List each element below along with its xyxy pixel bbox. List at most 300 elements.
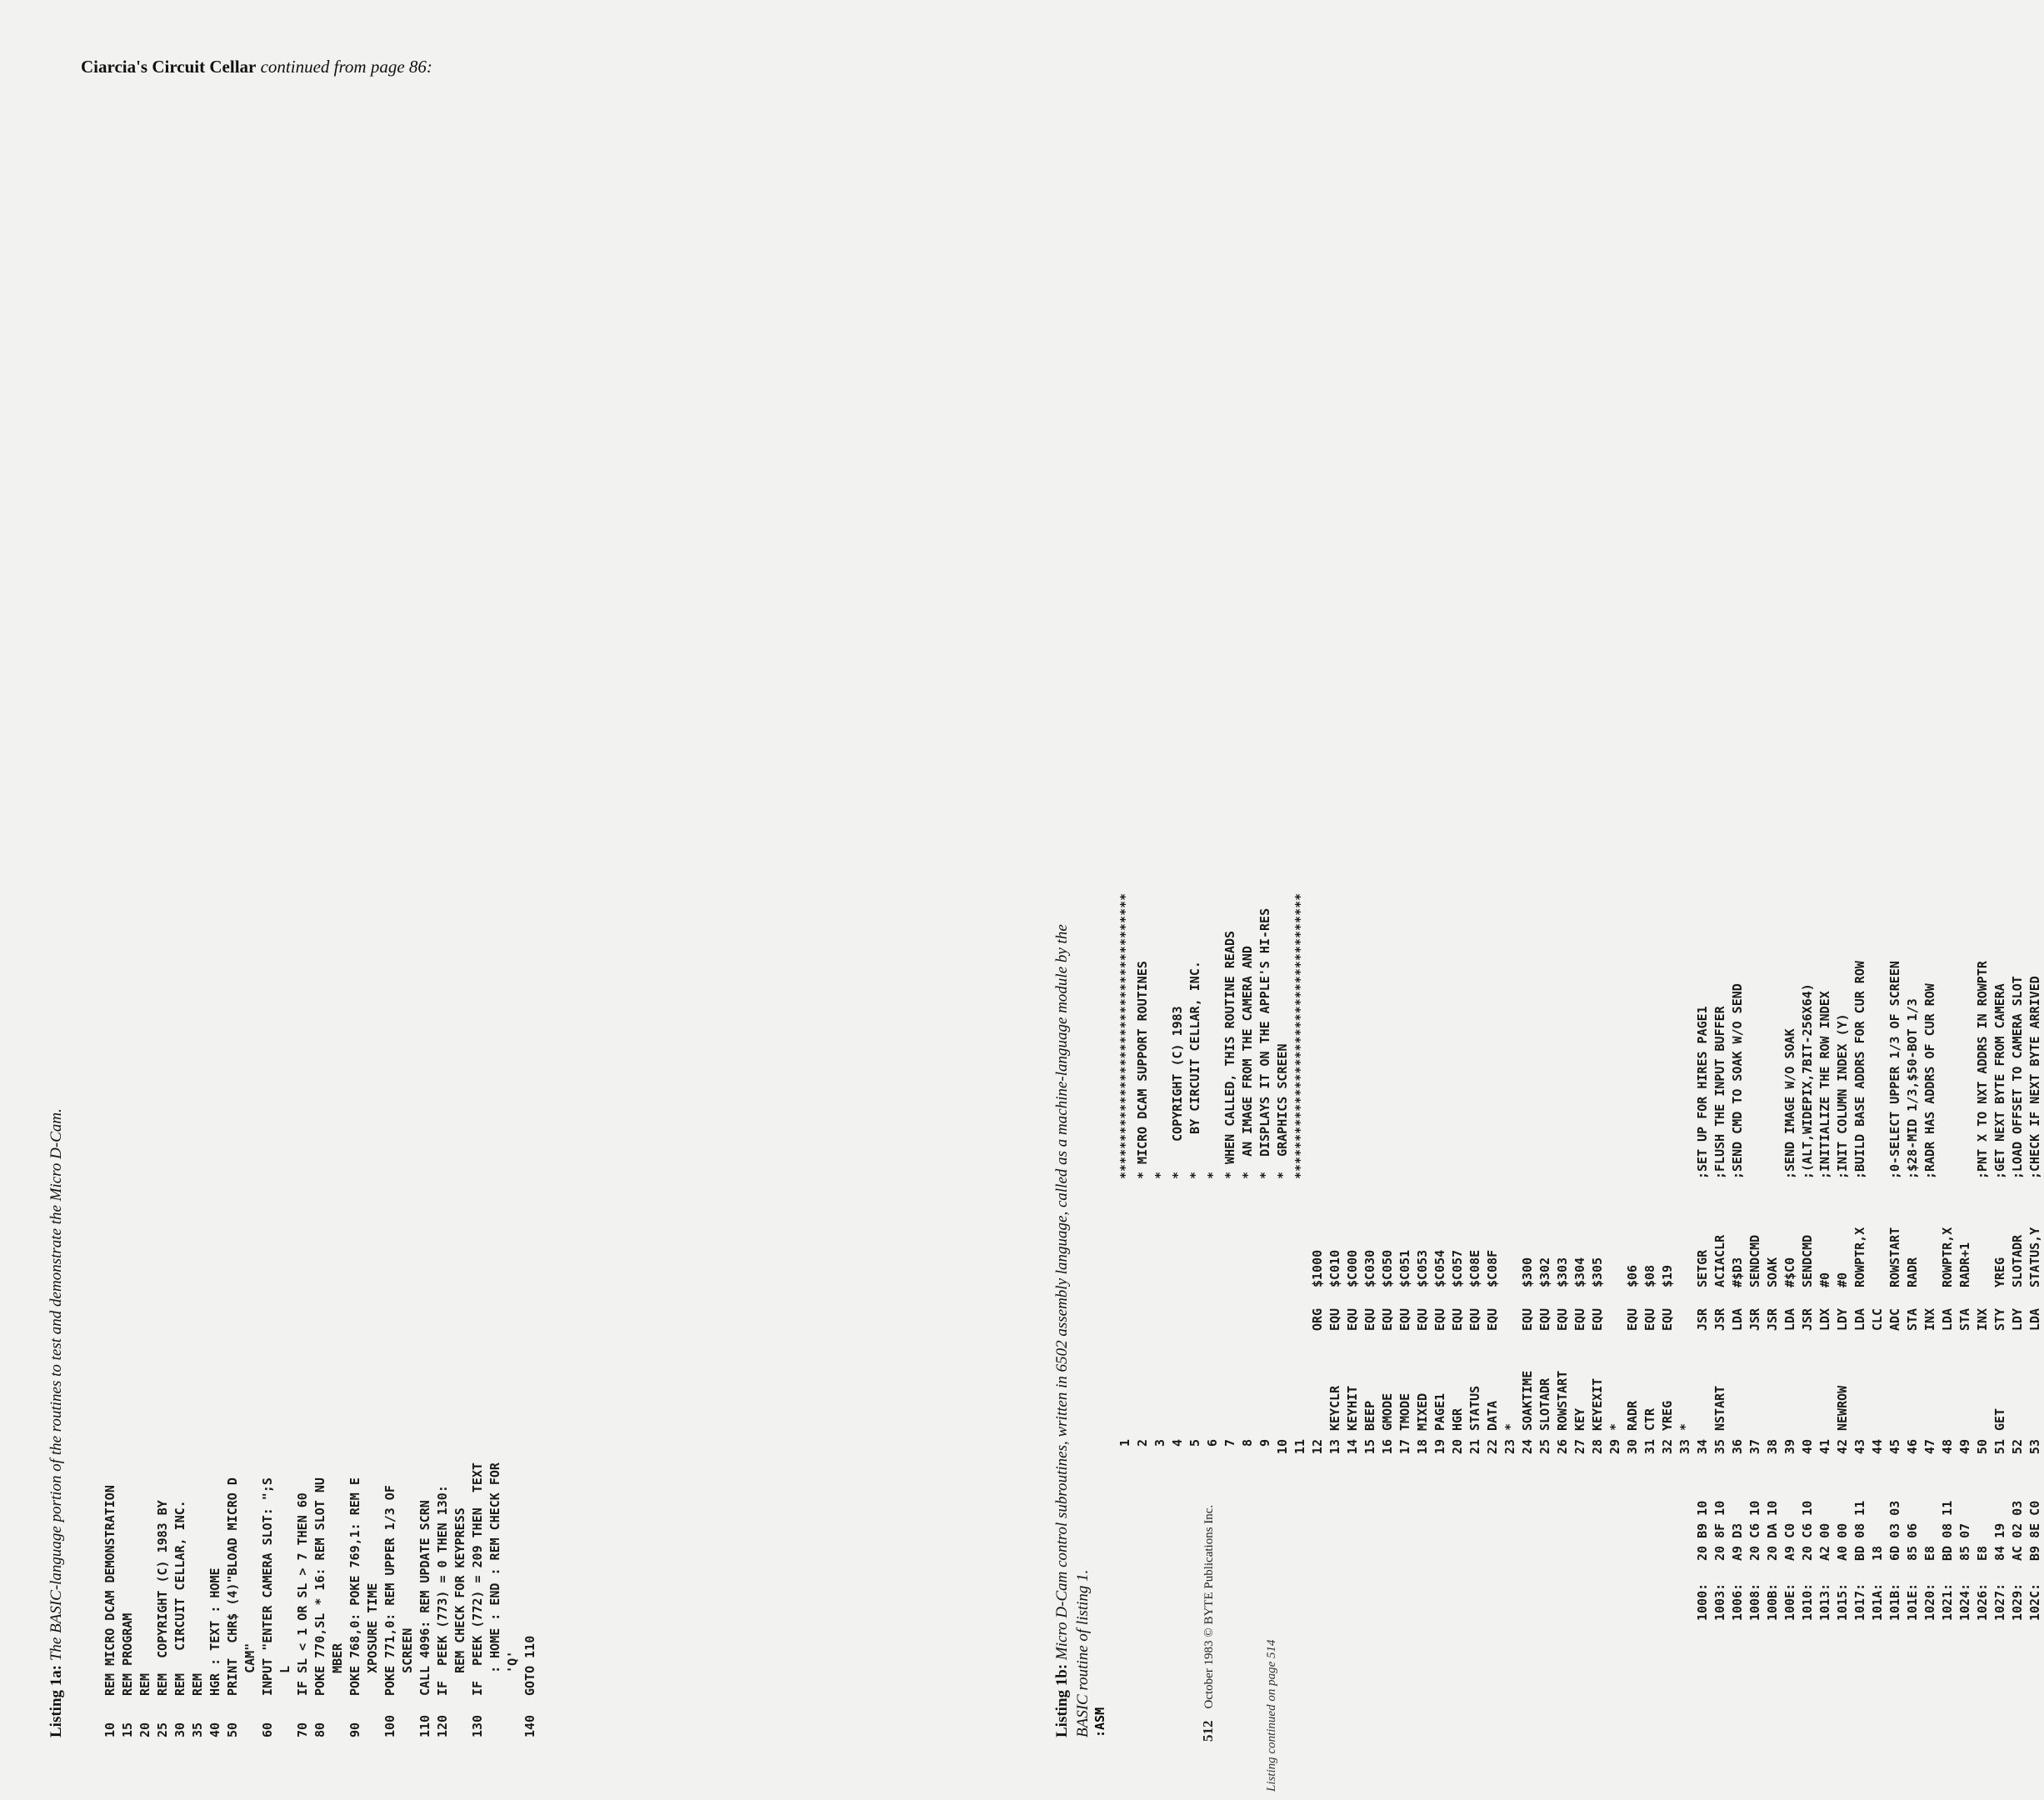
asm-operand: $C08E bbox=[1467, 1249, 1482, 1288]
asm-comment: * AN IMAGE FROM THE CAMERA AND bbox=[1240, 946, 1255, 1179]
basic-line bbox=[172, 1262, 189, 1738]
asm-bytes: B9 8E C0 bbox=[2027, 1500, 2042, 1561]
asm-opcode: STY bbox=[1992, 1308, 2007, 1331]
basic-line-number: 70 bbox=[295, 1722, 310, 1738]
asm-label-field: TMODE bbox=[1397, 1392, 1412, 1431]
asm-line-number: 52 bbox=[2010, 1439, 2025, 1455]
asm-opcode: EQU bbox=[1590, 1308, 1605, 1331]
asm-line bbox=[1379, 821, 1397, 1621]
asm-comment: ;LOAD OFFSET TO CAMERA SLOT bbox=[2010, 976, 2025, 1179]
asm-line-number: 14 bbox=[1345, 1439, 1360, 1455]
asm-address: 101E: bbox=[1905, 1582, 1920, 1621]
basic-line-text: IF PEEK (773) = 0 THEN 130: bbox=[435, 1485, 450, 1696]
asm-operand: $C053 bbox=[1415, 1249, 1430, 1288]
basic-line-text: L bbox=[277, 1665, 292, 1696]
asm-bytes: 20 B9 10 bbox=[1695, 1500, 1710, 1561]
asm-line-number: 43 bbox=[1852, 1439, 1867, 1455]
asm-address: 101B: bbox=[1887, 1582, 1902, 1621]
asm-operand: #0 bbox=[1835, 1272, 1850, 1288]
asm-comment: ************************************** bbox=[1292, 892, 1307, 1179]
asm-line-number: 31 bbox=[1642, 1439, 1657, 1455]
asm-comment: ;(ALT,WIDEPIX,7BIT-256X64) bbox=[1800, 983, 1815, 1179]
asm-label-field: HGR bbox=[1450, 1408, 1465, 1431]
asm-address: 1010: bbox=[1800, 1582, 1815, 1621]
asm-opcode: LDA bbox=[2027, 1308, 2042, 1331]
basic-line-number: 35 bbox=[190, 1722, 205, 1738]
asm-operand: $C057 bbox=[1450, 1249, 1465, 1288]
asm-address: 1008: bbox=[1747, 1582, 1762, 1621]
asm-address: 101A: bbox=[1870, 1582, 1885, 1621]
asm-comment: ;PNT X TO NXT ADDRS IN ROWPTR bbox=[1975, 961, 1990, 1179]
asm-opcode: JSR bbox=[1747, 1308, 1762, 1331]
asm-line-number: 42 bbox=[1835, 1439, 1850, 1455]
asm-opcode: LDY bbox=[1835, 1308, 1850, 1331]
asm-line bbox=[1817, 821, 1834, 1621]
asm-label-field: BEEP bbox=[1362, 1400, 1377, 1431]
asm-opcode: JSR bbox=[1712, 1308, 1727, 1331]
asm-line bbox=[1257, 821, 1274, 1621]
asm-line-number: 26 bbox=[1555, 1439, 1570, 1455]
asm-comment: ;$28-MID 1/3,$50-BOT 1/3 bbox=[1905, 998, 1920, 1179]
basic-line bbox=[102, 1262, 119, 1738]
basic-line-text: POKE 771,0: REM UPPER 1/3 OF bbox=[382, 1485, 397, 1696]
asm-bytes: 18 bbox=[1870, 1545, 1885, 1561]
asm-line-number: 25 bbox=[1537, 1439, 1552, 1455]
asm-address: 1013: bbox=[1817, 1582, 1832, 1621]
basic-line bbox=[417, 1262, 434, 1738]
asm-line-number: 20 bbox=[1450, 1439, 1465, 1455]
asm-operand: $C010 bbox=[1327, 1249, 1342, 1288]
asm-opcode: EQU bbox=[1345, 1308, 1360, 1331]
asm-line-number: 10 bbox=[1275, 1439, 1290, 1455]
basic-line bbox=[242, 1262, 259, 1738]
asm-operand: $302 bbox=[1537, 1257, 1552, 1288]
asm-line-number: 32 bbox=[1660, 1439, 1675, 1455]
listing-continued-note: Listing continued on page 514 bbox=[1265, 1639, 1278, 1792]
asm-bytes: BD 08 11 bbox=[1852, 1500, 1867, 1561]
asm-address: 1003: bbox=[1712, 1582, 1727, 1621]
asm-line-number: 6 bbox=[1205, 1439, 1220, 1448]
asm-line-number: 38 bbox=[1765, 1439, 1780, 1455]
asm-bytes: 20 8F 10 bbox=[1712, 1500, 1727, 1561]
basic-line bbox=[294, 1262, 312, 1738]
asm-label-field: GET bbox=[1992, 1408, 2007, 1431]
asm-label-field: PAGE1 bbox=[1432, 1392, 1447, 1431]
asm-opcode: LDA bbox=[1730, 1308, 1745, 1331]
asm-line bbox=[1869, 821, 1887, 1621]
asm-line bbox=[1222, 821, 1239, 1621]
asm-label-field: DATA bbox=[1485, 1400, 1500, 1431]
basic-line-number: 25 bbox=[155, 1722, 170, 1738]
basic-line-text: HGR : TEXT : HOME bbox=[207, 1568, 222, 1696]
asm-line bbox=[2027, 821, 2044, 1621]
asm-operand: $305 bbox=[1590, 1257, 1605, 1288]
asm-comment: * DISPLAYS IT ON THE APPLE'S HI-RES bbox=[1257, 908, 1272, 1179]
asm-line-number: 15 bbox=[1362, 1439, 1377, 1455]
asm-line bbox=[1747, 821, 1764, 1621]
asm-line bbox=[1292, 821, 1309, 1621]
basic-line bbox=[452, 1262, 469, 1738]
asm-bytes: E8 bbox=[1922, 1545, 1937, 1561]
asm-address: 1017: bbox=[1852, 1582, 1867, 1621]
asm-operand: $C051 bbox=[1397, 1249, 1412, 1288]
basic-line-text: INPUT "ENTER CAMERA SLOT: ";S bbox=[260, 1478, 275, 1696]
basic-line-text: CAM" bbox=[242, 1642, 257, 1696]
basic-line-number: 80 bbox=[312, 1722, 327, 1738]
asm-comment: ;SEND CMD TO SOAK W/O SEND bbox=[1730, 983, 1745, 1179]
basic-line-text: GOTO 110 bbox=[522, 1635, 537, 1696]
asm-line-number: 16 bbox=[1380, 1439, 1395, 1455]
asm-line bbox=[1327, 821, 1344, 1621]
asm-operand: YREG bbox=[1992, 1257, 2007, 1288]
asm-bytes: 6D 03 03 bbox=[1887, 1500, 1902, 1561]
asm-address: 1020: bbox=[1922, 1582, 1937, 1621]
asm-label-field: KEY bbox=[1572, 1408, 1587, 1431]
asm-line-number: 17 bbox=[1397, 1439, 1412, 1455]
asm-comment: ************************************** bbox=[1117, 892, 1132, 1179]
asm-label-field: STATUS bbox=[1467, 1385, 1482, 1431]
asm-bytes: 85 07 bbox=[1957, 1522, 1972, 1561]
asm-operand: ACIACLR bbox=[1712, 1234, 1727, 1288]
asm-operand: $304 bbox=[1572, 1257, 1587, 1288]
asm-comment: * bbox=[1205, 1171, 1220, 1179]
basic-line bbox=[364, 1262, 382, 1738]
asm-line-number: 35 bbox=[1712, 1439, 1727, 1455]
basic-line-text: IF PEEK (772) = 209 THEN TEXT bbox=[470, 1462, 485, 1696]
asm-line-number: 30 bbox=[1625, 1439, 1640, 1455]
footer-text: October 1983 © BYTE Publications Inc. bbox=[1202, 1504, 1216, 1709]
basic-line-text: MBER bbox=[330, 1642, 345, 1696]
asm-line-number: 19 bbox=[1432, 1439, 1447, 1455]
asm-operand: #$C0 bbox=[1782, 1257, 1797, 1288]
asm-line bbox=[1642, 821, 1659, 1621]
asm-opcode: EQU bbox=[1450, 1308, 1465, 1331]
asm-comment: ;SEND IMAGE W/O SOAK bbox=[1782, 1028, 1797, 1179]
asm-line-number: 11 bbox=[1292, 1439, 1307, 1455]
asm-operand: $C054 bbox=[1432, 1249, 1447, 1288]
asm-line bbox=[1939, 821, 1957, 1621]
asm-opcode: ADC bbox=[1887, 1308, 1902, 1331]
basic-line bbox=[399, 1262, 417, 1738]
asm-comment: * BY CIRCUIT CELLAR, INC. bbox=[1187, 961, 1202, 1179]
asm-line bbox=[1974, 821, 1992, 1621]
asm-address: 1006: bbox=[1730, 1582, 1745, 1621]
basic-line-text: REM CHECK FOR KEYPRESS bbox=[452, 1508, 467, 1696]
basic-line-number: 60 bbox=[260, 1722, 275, 1738]
asm-line-number: 1 bbox=[1117, 1439, 1132, 1448]
basic-line-number: 40 bbox=[207, 1722, 222, 1738]
asm-operand: STATUS,Y bbox=[2027, 1227, 2042, 1288]
asm-line-number: 39 bbox=[1782, 1439, 1797, 1455]
basic-line bbox=[434, 1262, 452, 1738]
asm-line-number: 29 bbox=[1607, 1439, 1622, 1455]
basic-line-number: 10 bbox=[102, 1722, 117, 1738]
asm-line-number: 28 bbox=[1590, 1439, 1605, 1455]
basic-line-number: 50 bbox=[225, 1722, 240, 1738]
asm-label-field: ROWSTART bbox=[1555, 1370, 1570, 1431]
basic-line-number: 120 bbox=[435, 1714, 450, 1738]
asm-line-number: 5 bbox=[1187, 1439, 1202, 1448]
basic-line-number: 130 bbox=[470, 1714, 485, 1738]
asm-comment: ;INIT COLUMN INDEX (Y) bbox=[1835, 1013, 1850, 1179]
asm-opcode: JSR bbox=[1695, 1308, 1710, 1331]
asm-line bbox=[1274, 821, 1292, 1621]
asm-address: 102C: bbox=[2027, 1582, 2042, 1621]
asm-opcode: LDA bbox=[1940, 1308, 1955, 1331]
asm-opcode: LDY bbox=[2010, 1308, 2025, 1331]
asm-operand: $C000 bbox=[1345, 1249, 1360, 1288]
asm-line bbox=[1117, 821, 1134, 1621]
asm-address: 1024: bbox=[1957, 1582, 1972, 1621]
asm-label-field: KEYEXIT bbox=[1590, 1378, 1605, 1431]
asm-line bbox=[1432, 821, 1449, 1621]
asm-line bbox=[1484, 821, 1502, 1621]
basic-line-number: 20 bbox=[137, 1722, 152, 1738]
asm-line-number: 49 bbox=[1957, 1439, 1972, 1455]
basic-line bbox=[119, 1262, 137, 1738]
asm-label-field: SLOTADR bbox=[1537, 1378, 1552, 1431]
basic-line bbox=[347, 1262, 364, 1738]
asm-label-field: RADR bbox=[1625, 1400, 1640, 1431]
asm-label-field: NEWROW bbox=[1835, 1385, 1850, 1431]
asm-opcode: EQU bbox=[1415, 1308, 1430, 1331]
asm-operand: ROWPTR,X bbox=[1940, 1227, 1955, 1288]
asm-operand: $19 bbox=[1660, 1264, 1675, 1288]
asm-line bbox=[1467, 821, 1484, 1621]
basic-line-number: 110 bbox=[417, 1714, 432, 1738]
asm-line-number: 34 bbox=[1695, 1439, 1710, 1455]
asm-label-field: GMODE bbox=[1380, 1392, 1395, 1431]
asm-operand: $300 bbox=[1520, 1257, 1535, 1288]
asm-line bbox=[1607, 821, 1624, 1621]
basic-line-number: 30 bbox=[172, 1722, 187, 1738]
asm-line-number: 23 bbox=[1502, 1439, 1517, 1455]
asm-label-field: YREG bbox=[1660, 1400, 1675, 1431]
basic-line-number: 140 bbox=[522, 1714, 537, 1738]
asm-line-number: 18 bbox=[1415, 1439, 1430, 1455]
asm-bytes: 20 C6 10 bbox=[1747, 1500, 1762, 1561]
basic-line bbox=[469, 1262, 487, 1738]
basic-line-text: : HOME : END : REM CHECK FOR bbox=[487, 1462, 502, 1696]
asm-label-field: * bbox=[1607, 1422, 1622, 1431]
asm-opcode: EQU bbox=[1537, 1308, 1552, 1331]
asm-bytes: BD 08 11 bbox=[1940, 1500, 1955, 1561]
asm-line-number: 22 bbox=[1485, 1439, 1500, 1455]
asm-comment: ;SET UP FOR HIRES PAGE1 bbox=[1695, 1006, 1710, 1179]
running-head: Ciarcia's Circuit Cellar continued from page 86: bbox=[81, 57, 432, 77]
asm-line-number: 27 bbox=[1572, 1439, 1587, 1455]
asm-line-number: 41 bbox=[1817, 1439, 1832, 1455]
basic-line-text: SCREEN bbox=[400, 1628, 415, 1696]
asm-opcode: EQU bbox=[1625, 1308, 1640, 1331]
asm-address: 1029: bbox=[2010, 1582, 2025, 1621]
asm-opcode: EQU bbox=[1362, 1308, 1377, 1331]
asm-operand: SOAK bbox=[1765, 1257, 1780, 1288]
basic-line bbox=[329, 1262, 347, 1738]
basic-line-text: PRINT CHR$ (4)"BLOAD MICRO D bbox=[225, 1478, 240, 1696]
asm-operand: SENDCMD bbox=[1747, 1234, 1762, 1288]
page-number: 512 bbox=[1200, 1720, 1216, 1742]
asm-address: 100B: bbox=[1765, 1582, 1780, 1621]
asm-label-field: NSTART bbox=[1712, 1385, 1727, 1431]
asm-comment: ;GET NEXT BYTE FROM CAMERA bbox=[1992, 983, 2007, 1179]
asm-opcode: EQU bbox=[1327, 1308, 1342, 1331]
asm-bytes: E8 bbox=[1975, 1545, 1990, 1561]
asm-opcode: JSR bbox=[1765, 1308, 1780, 1331]
asm-line bbox=[1887, 821, 1904, 1621]
asm-comment: ;CHECK IF NEXT BYTE ARRIVED bbox=[2027, 976, 2042, 1179]
asm-line-number: 36 bbox=[1730, 1439, 1745, 1455]
asm-bytes: A9 C0 bbox=[1782, 1522, 1797, 1561]
asm-line-number: 3 bbox=[1152, 1439, 1167, 1448]
basic-line-text: POKE 770,SL * 16: REM SLOT NU bbox=[312, 1478, 327, 1696]
basic-line bbox=[277, 1262, 294, 1738]
asm-line bbox=[1502, 821, 1519, 1621]
basic-line bbox=[312, 1262, 329, 1738]
asm-opcode: EQU bbox=[1380, 1308, 1395, 1331]
asm-label-field: KEYCLR bbox=[1327, 1385, 1342, 1431]
asm-line bbox=[1852, 821, 1869, 1621]
basic-line bbox=[189, 1262, 207, 1738]
asm-line-number: 21 bbox=[1467, 1439, 1482, 1455]
asm-operand: $C08F bbox=[1485, 1249, 1500, 1288]
basic-line bbox=[137, 1262, 154, 1738]
basic-line-text: IF SL < 1 OR SL > 7 THEN 60 bbox=[295, 1492, 310, 1696]
asm-line bbox=[1187, 821, 1204, 1621]
basic-line-text: 'Q' bbox=[505, 1650, 520, 1696]
basic-line bbox=[259, 1262, 277, 1738]
asm-line bbox=[1992, 821, 2009, 1621]
asm-label-field: MIXED bbox=[1415, 1392, 1430, 1431]
basic-line-text: REM COPYRIGHT (C) 1983 BY bbox=[155, 1500, 170, 1696]
asm-line-number: 44 bbox=[1870, 1439, 1885, 1455]
asm-operand: ROWSTART bbox=[1887, 1227, 1902, 1288]
asm-opcode: EQU bbox=[1642, 1308, 1657, 1331]
asm-address: 1027: bbox=[1992, 1582, 2007, 1621]
asm-address: 100E: bbox=[1782, 1582, 1797, 1621]
basic-line-text: REM CIRCUIT CELLAR, INC. bbox=[172, 1500, 187, 1696]
asm-line bbox=[2009, 821, 2027, 1621]
asm-line-number: 2 bbox=[1135, 1439, 1150, 1448]
asm-opcode: LDA bbox=[1852, 1308, 1867, 1331]
asm-label-field: SOAKTIME bbox=[1520, 1370, 1535, 1431]
asm-opcode: CLC bbox=[1870, 1308, 1885, 1331]
asm-opcode: STA bbox=[1957, 1308, 1972, 1331]
asm-opcode: EQU bbox=[1485, 1308, 1500, 1331]
asm-line-number: 24 bbox=[1520, 1439, 1535, 1455]
asm-line bbox=[1169, 821, 1187, 1621]
asm-operand: $06 bbox=[1625, 1264, 1640, 1288]
asm-operand: RADR bbox=[1905, 1257, 1920, 1288]
asm-comment: ;INITIALIZE THE ROW INDEX bbox=[1817, 991, 1832, 1179]
asm-line bbox=[1922, 821, 1939, 1621]
asm-opcode: EQU bbox=[1467, 1308, 1482, 1331]
asm-line bbox=[1397, 821, 1414, 1621]
asm-line bbox=[1449, 821, 1467, 1621]
basic-line-text: XPOSURE TIME bbox=[365, 1582, 380, 1696]
listing-1b-caption: Listing 1b: Micro D-Cam control subroutines, written in 6502 assembly language, called as a machine-language module by the BASIC routine of listing 1. bbox=[1053, 924, 1092, 1738]
basic-line bbox=[522, 1262, 539, 1738]
asm-operand: $303 bbox=[1555, 1257, 1570, 1288]
asm-line bbox=[1414, 821, 1432, 1621]
asm-comment: ;RADR HAS ADDRS OF CUR ROW bbox=[1922, 983, 1937, 1179]
asm-line bbox=[1152, 821, 1169, 1621]
asm-comment: ;BUILD BASE ADDRS FOR CUR ROW bbox=[1852, 961, 1867, 1179]
asm-label-field: * bbox=[1677, 1422, 1692, 1431]
asm-line bbox=[1712, 821, 1729, 1621]
asm-line-number: 12 bbox=[1310, 1439, 1325, 1455]
asm-line bbox=[1537, 821, 1554, 1621]
listing-1a-caption: Listing 1a: The BASIC-language portion of the routines to test and demonstrate the Micro D-Cam. bbox=[47, 1108, 65, 1738]
asm-line-number: 37 bbox=[1747, 1439, 1762, 1455]
asm-address: 1021: bbox=[1940, 1582, 1955, 1621]
asm-operand: ROWPTR,X bbox=[1852, 1227, 1867, 1288]
asm-line-number: 33 bbox=[1677, 1439, 1692, 1455]
asm-operand: $1000 bbox=[1310, 1249, 1325, 1288]
asm-operand: SLOTADR bbox=[2010, 1234, 2025, 1288]
asm-operand: SETGR bbox=[1695, 1249, 1710, 1288]
asm-bytes: A2 00 bbox=[1817, 1522, 1832, 1561]
asm-line bbox=[1204, 821, 1222, 1621]
asm-opcode: LDA bbox=[1782, 1308, 1797, 1331]
listing-1b bbox=[1117, 821, 2044, 1621]
asm-line bbox=[1554, 821, 1572, 1621]
asm-line bbox=[1729, 821, 1747, 1621]
asm-line-number: 40 bbox=[1800, 1439, 1815, 1455]
basic-line-number: 100 bbox=[382, 1714, 397, 1738]
asm-line bbox=[1782, 821, 1799, 1621]
asm-line-number: 47 bbox=[1922, 1439, 1937, 1455]
asm-opcode: INX bbox=[1922, 1308, 1937, 1331]
asm-line bbox=[1904, 821, 1922, 1621]
asm-line bbox=[1957, 821, 1974, 1621]
asm-opcode: EQU bbox=[1432, 1308, 1447, 1331]
basic-line-text: REM bbox=[137, 1672, 152, 1696]
asm-line bbox=[1134, 821, 1152, 1621]
asm-opcode: EQU bbox=[1572, 1308, 1587, 1331]
basic-line bbox=[504, 1262, 522, 1738]
basic-line-text: REM PROGRAM bbox=[120, 1612, 135, 1696]
asm-line bbox=[1239, 821, 1257, 1621]
asm-line bbox=[1677, 821, 1694, 1621]
asm-operand: RADR+1 bbox=[1957, 1242, 1972, 1288]
asm-line-number: 13 bbox=[1327, 1439, 1342, 1455]
asm-line-number: 45 bbox=[1887, 1439, 1902, 1455]
asm-line bbox=[1764, 821, 1782, 1621]
basic-line-text: REM bbox=[190, 1672, 205, 1696]
asm-line bbox=[1799, 821, 1817, 1621]
asm-comment: * bbox=[1152, 1171, 1167, 1179]
asm-opcode: JSR bbox=[1800, 1308, 1815, 1331]
asm-opcode: EQU bbox=[1520, 1308, 1535, 1331]
asm-comment: * GRAPHICS SCREEN bbox=[1275, 1043, 1290, 1179]
asm-address: 1000: bbox=[1695, 1582, 1710, 1621]
asm-opcode: INX bbox=[1975, 1308, 1990, 1331]
asm-bytes: 85 06 bbox=[1905, 1522, 1920, 1561]
asm-line-number: 8 bbox=[1240, 1439, 1255, 1448]
asm-line-number: 53 bbox=[2027, 1439, 2042, 1455]
asm-opcode: EQU bbox=[1660, 1308, 1675, 1331]
asm-opcode: EQU bbox=[1555, 1308, 1570, 1331]
asm-operand: #0 bbox=[1817, 1272, 1832, 1288]
asm-bytes: A0 00 bbox=[1835, 1522, 1850, 1561]
asm-opcode: LDX bbox=[1817, 1308, 1832, 1331]
asm-line bbox=[1309, 821, 1327, 1621]
asm-operand: $C050 bbox=[1380, 1249, 1395, 1288]
asm-label-field: * bbox=[1502, 1422, 1517, 1431]
asm-operand: SENDCMD bbox=[1800, 1234, 1815, 1288]
asm-line-number: 46 bbox=[1905, 1439, 1920, 1455]
